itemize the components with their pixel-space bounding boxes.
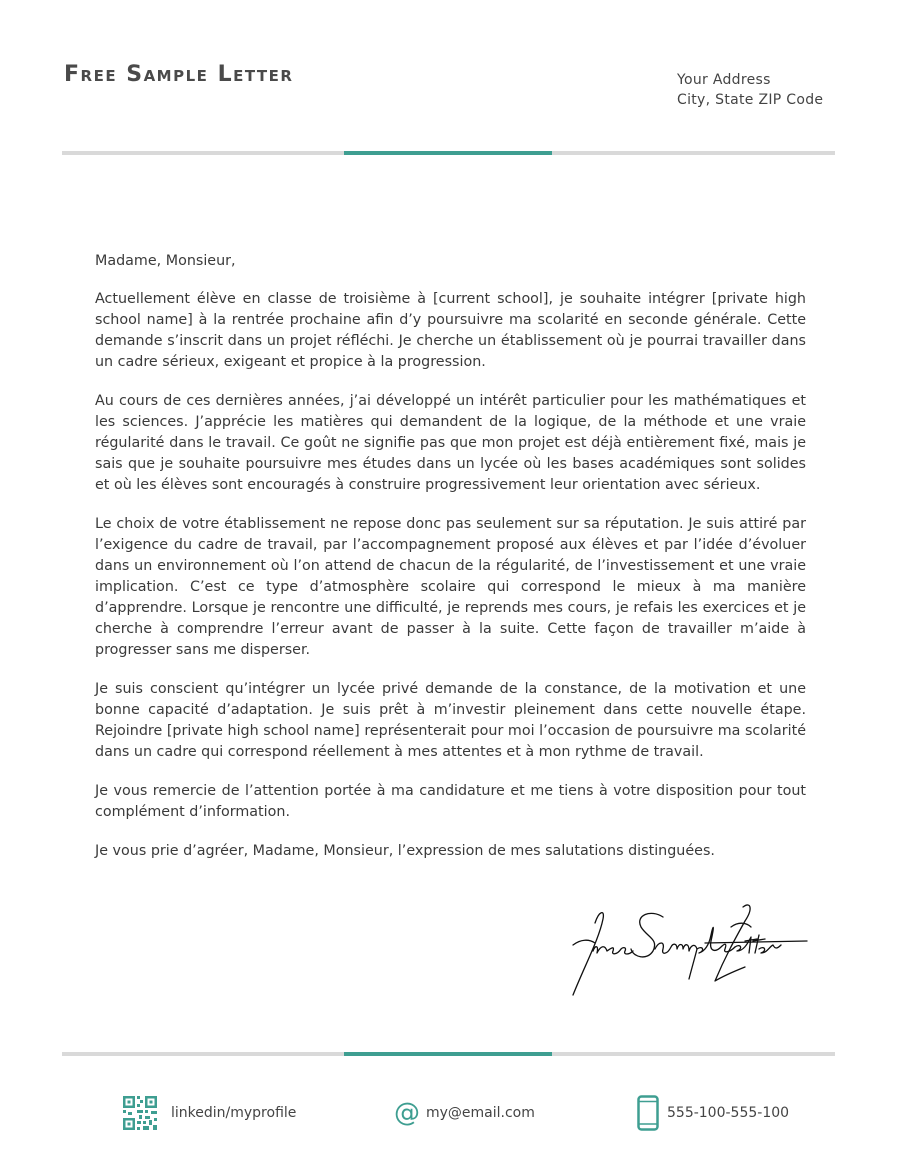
phone-label[interactable]: 555-100-555-100	[667, 1105, 790, 1121]
email-contact[interactable]	[394, 1095, 535, 1131]
email-label[interactable]: my@email.com	[426, 1105, 535, 1121]
header-divider-accent	[344, 151, 552, 155]
signature-drawing	[555, 895, 815, 1005]
qr-code-icon	[123, 1096, 157, 1130]
paragraph-3: Le choix de votre établissement ne repose donc pas seulement sur sa réputation. Je suis attiré par l’exigence du cadre de travail, par l’accompagnement proposé aux élèves et par l’idée d’évoluer dans un environnement où l’on attend de chacun de la régularité, de l’investissement et une vraie implication. C’est ce type d’atmosphère scolaire qui correspond le mieux à ma manière d’apprendre. Lorsque je rencontre une difficulté, je reprends mes cours, je refais les exercices et je cherche à comprendre l’erreur avant de passer à la suite. Cette façon de travailler m’aide à progresser sans me disperser.	[95, 516, 806, 658]
salutation: Madame, Monsieur,	[95, 253, 236, 269]
closing-paragraph: Je vous prie d’agréer, Madame, Monsieur, l’expression de mes salutations distinguées.	[95, 843, 715, 859]
linkedin-label[interactable]: linkedin/myprofile	[171, 1105, 297, 1121]
paragraph-4: Je suis conscient qu’intégrer un lycée privé demande de la constance, de la motivation et une bonne capacité d’adaptation. Je suis prêt à m’investir pleinement dans cette nouvelle étape. Rejoindre [private high school name] représenterait pour moi l’occasion de poursuivre ma scolarité dans un cadre qui correspond réellement à mes attentes et à mon rythme de travail.	[95, 681, 806, 760]
smartphone-icon	[637, 1095, 659, 1131]
linkedin-contact[interactable]	[123, 1095, 296, 1131]
phone-contact[interactable]	[637, 1095, 789, 1131]
letterhead-brand: Free Sample Letter	[64, 62, 294, 87]
header-divider	[62, 151, 835, 155]
at-sign-icon: @	[394, 1098, 420, 1128]
paragraph-2: Au cours de ces dernières années, j’ai développé un intérêt particulier pour les mathématiques et les sciences. J’apprécie les matières qui demandent de la logique, de la méthode et une vraie régularité dans le travail. Ce goût ne signifie pas que mon projet est déjà entièrement fixé, mais je sais que je souhaite poursuivre mes études dans un lycée où les bases académiques sont solides et où les élèves sont encouragés à construire progressivement leur orientation avec sérieux.	[95, 393, 806, 493]
address-line-1: Your Address	[677, 72, 771, 88]
footer-divider-accent	[344, 1052, 552, 1056]
sender-address	[677, 70, 823, 110]
letter-body	[95, 251, 806, 880]
paragraph-5: Je vous remercie de l’attention portée à ma candidature et me tiens à votre disposition pour tout complément d’information.	[95, 783, 806, 820]
signature	[555, 895, 815, 1005]
paragraph-1: Actuellement élève en classe de troisième à [current school], je souhaite intégrer [private high school name] à la rentrée prochaine afin d’y poursuivre ma scolarité en seconde générale. Cette demande s’inscrit dans un projet réfléchi. Je cherche un établissement où je pourrai travailler dans un cadre sérieux, exigeant et propice à la progression.	[95, 291, 806, 370]
footer-divider	[62, 1052, 835, 1056]
address-line-2: City, State ZIP Code	[677, 92, 824, 108]
